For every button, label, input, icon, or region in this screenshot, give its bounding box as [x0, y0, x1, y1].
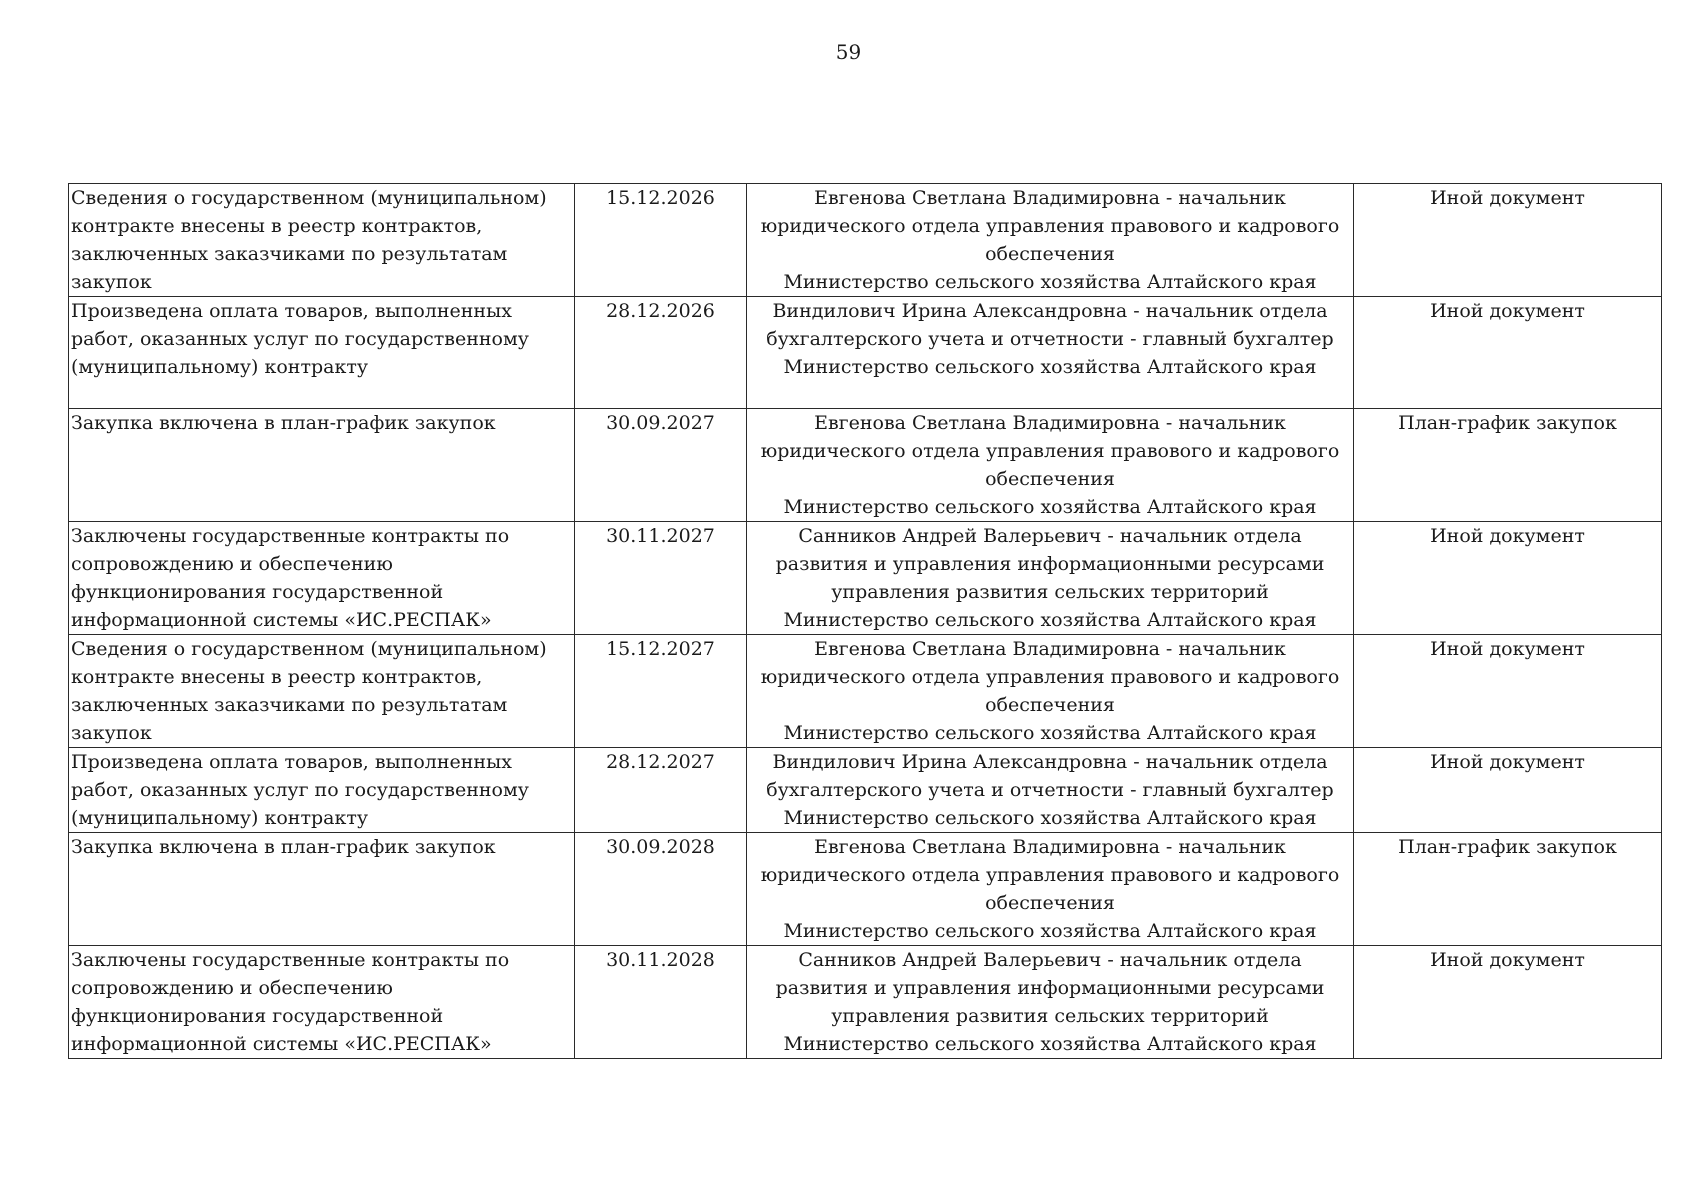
- event-cell: [69, 833, 575, 946]
- document-type-text: План-график закупок: [1398, 412, 1617, 434]
- document-type-text: Иной документ: [1430, 949, 1585, 971]
- responsible-text-line: Министерство сельского хозяйства Алтайского края: [783, 271, 1317, 293]
- responsible-cell: [747, 946, 1354, 1059]
- table-row: [69, 522, 1662, 635]
- responsible-text-line: развития и управления информационными ресурсами: [775, 553, 1325, 575]
- responsible-text-line: Евгенова Светлана Владимировна - начальник: [814, 187, 1286, 209]
- responsible-cell: [747, 184, 1354, 297]
- table-row: [69, 833, 1662, 946]
- responsible-text-line: Министерство сельского хозяйства Алтайского края: [783, 609, 1317, 631]
- event-text-line: работ, оказанных услуг по государственному: [71, 779, 529, 801]
- date-cell: [575, 946, 747, 1059]
- date-text: 30.11.2027: [606, 525, 715, 547]
- document-type-cell: [1354, 748, 1662, 833]
- schedule-table: [68, 183, 1662, 1059]
- responsible-text-line: Виндилович Ирина Александровна - начальник отдела: [772, 751, 1328, 773]
- responsible-text-line: юридического отдела управления правового и кадрового: [760, 666, 1340, 688]
- document-type-cell: [1354, 184, 1662, 297]
- event-text-line: заключенных заказчиками по результатам: [71, 694, 508, 716]
- responsible-text-line: управления развития сельских территорий: [831, 1005, 1269, 1027]
- event-text-line: сопровождению и обеспечению: [71, 977, 393, 999]
- responsible-text-line: Санников Андрей Валерьевич - начальник отдела: [798, 949, 1302, 971]
- event-cell: [69, 297, 575, 409]
- responsible-text-line: Министерство сельского хозяйства Алтайского края: [783, 1033, 1317, 1055]
- responsible-text-line: Евгенова Светлана Владимировна - начальник: [814, 638, 1286, 660]
- document-type-cell: [1354, 522, 1662, 635]
- event-text-line: Закупка включена в план-график закупок: [71, 836, 496, 858]
- responsible-text-line: Евгенова Светлана Владимировна - начальник: [814, 412, 1286, 434]
- document-type-text: Иной документ: [1430, 751, 1585, 773]
- date-text: 30.09.2027: [606, 412, 715, 434]
- document-type-cell: [1354, 409, 1662, 522]
- event-cell: [69, 409, 575, 522]
- event-cell: [69, 522, 575, 635]
- event-text-line: функционирования государственной: [71, 1005, 444, 1027]
- date-cell: [575, 522, 747, 635]
- event-text-line: Произведена оплата товаров, выполненных: [71, 751, 512, 773]
- event-text-line: сопровождению и обеспечению: [71, 553, 393, 575]
- date-text: 30.09.2028: [606, 836, 715, 858]
- event-text-line: закупок: [71, 722, 152, 744]
- document-type-text: Иной документ: [1430, 525, 1585, 547]
- date-text: 30.11.2028: [606, 949, 715, 971]
- responsible-text-line: обеспечения: [985, 468, 1115, 490]
- document-type-text: Иной документ: [1430, 300, 1585, 322]
- event-text-line: контракте внесены в реестр контрактов,: [71, 215, 483, 237]
- responsible-cell: [747, 833, 1354, 946]
- responsible-cell: [747, 297, 1354, 409]
- document-type-cell: [1354, 297, 1662, 409]
- event-text-line: (муниципальному) контракту: [71, 356, 369, 378]
- responsible-text-line: обеспечения: [985, 892, 1115, 914]
- date-cell: [575, 748, 747, 833]
- responsible-text-line: управления развития сельских территорий: [831, 581, 1269, 603]
- responsible-text-line: Виндилович Ирина Александровна - начальник отдела: [772, 300, 1328, 322]
- responsible-text-line: обеспечения: [985, 694, 1115, 716]
- schedule-table-body: [69, 184, 1662, 1059]
- responsible-text-line: юридического отдела управления правового и кадрового: [760, 215, 1340, 237]
- responsible-cell: [747, 748, 1354, 833]
- page-number: 59: [835, 40, 862, 64]
- responsible-text-line: юридического отдела управления правового и кадрового: [760, 440, 1340, 462]
- event-text-line: (муниципальному) контракту: [71, 807, 369, 829]
- event-text-line: Заключены государственные контракты по: [71, 525, 510, 547]
- event-text-line: информационной системы «ИС.РЕСПАК»: [71, 609, 492, 631]
- responsible-text-line: Министерство сельского хозяйства Алтайского края: [783, 356, 1317, 378]
- document-type-cell: [1354, 946, 1662, 1059]
- table-row: [69, 409, 1662, 522]
- event-text-line: работ, оказанных услуг по государственному: [71, 328, 529, 350]
- document-type-text: Иной документ: [1430, 638, 1585, 660]
- responsible-text-line: Министерство сельского хозяйства Алтайского края: [783, 722, 1317, 744]
- table-row: [69, 946, 1662, 1059]
- responsible-text-line: юридического отдела управления правового и кадрового: [760, 864, 1340, 886]
- event-text-line: заключенных заказчиками по результатам: [71, 243, 508, 265]
- event-text-line: Сведения о государственном (муниципальном): [71, 187, 547, 209]
- document-type-text: Иной документ: [1430, 187, 1585, 209]
- event-text-line: контракте внесены в реестр контрактов,: [71, 666, 483, 688]
- responsible-text-line: Министерство сельского хозяйства Алтайского края: [783, 807, 1317, 829]
- responsible-cell: [747, 522, 1354, 635]
- responsible-text-line: Евгенова Светлана Владимировна - начальник: [814, 836, 1286, 858]
- event-cell: [69, 946, 575, 1059]
- table-row: [69, 184, 1662, 297]
- date-cell: [575, 635, 747, 748]
- event-text-line: Закупка включена в план-график закупок: [71, 412, 496, 434]
- date-text: 28.12.2026: [606, 300, 715, 322]
- responsible-cell: [747, 409, 1354, 522]
- responsible-cell: [747, 635, 1354, 748]
- date-cell: [575, 297, 747, 409]
- date-text: 15.12.2026: [606, 187, 715, 209]
- responsible-text-line: Министерство сельского хозяйства Алтайского края: [783, 496, 1317, 518]
- date-text: 28.12.2027: [606, 751, 715, 773]
- date-text: 15.12.2027: [606, 638, 715, 660]
- responsible-text-line: развития и управления информационными ресурсами: [775, 977, 1325, 999]
- event-text-line: функционирования государственной: [71, 581, 444, 603]
- responsible-text-line: Министерство сельского хозяйства Алтайского края: [783, 920, 1317, 942]
- event-cell: [69, 635, 575, 748]
- table-row: [69, 635, 1662, 748]
- responsible-text-line: Санников Андрей Валерьевич - начальник отдела: [798, 525, 1302, 547]
- document-type-cell: [1354, 833, 1662, 946]
- event-cell: [69, 184, 575, 297]
- event-text-line: закупок: [71, 271, 152, 293]
- date-cell: [575, 833, 747, 946]
- table-row: [69, 748, 1662, 833]
- date-cell: [575, 184, 747, 297]
- responsible-text-line: бухгалтерского учета и отчетности - главный бухгалтер: [766, 779, 1334, 801]
- event-cell: [69, 748, 575, 833]
- table-row: [69, 297, 1662, 409]
- event-text-line: Сведения о государственном (муниципальном): [71, 638, 547, 660]
- document-type-cell: [1354, 635, 1662, 748]
- event-text-line: информационной системы «ИС.РЕСПАК»: [71, 1033, 492, 1055]
- event-text-line: Заключены государственные контракты по: [71, 949, 510, 971]
- document-type-text: План-график закупок: [1398, 836, 1617, 858]
- responsible-text-line: обеспечения: [985, 243, 1115, 265]
- event-text-line: Произведена оплата товаров, выполненных: [71, 300, 512, 322]
- responsible-text-line: бухгалтерского учета и отчетности - главный бухгалтер: [766, 328, 1334, 350]
- date-cell: [575, 409, 747, 522]
